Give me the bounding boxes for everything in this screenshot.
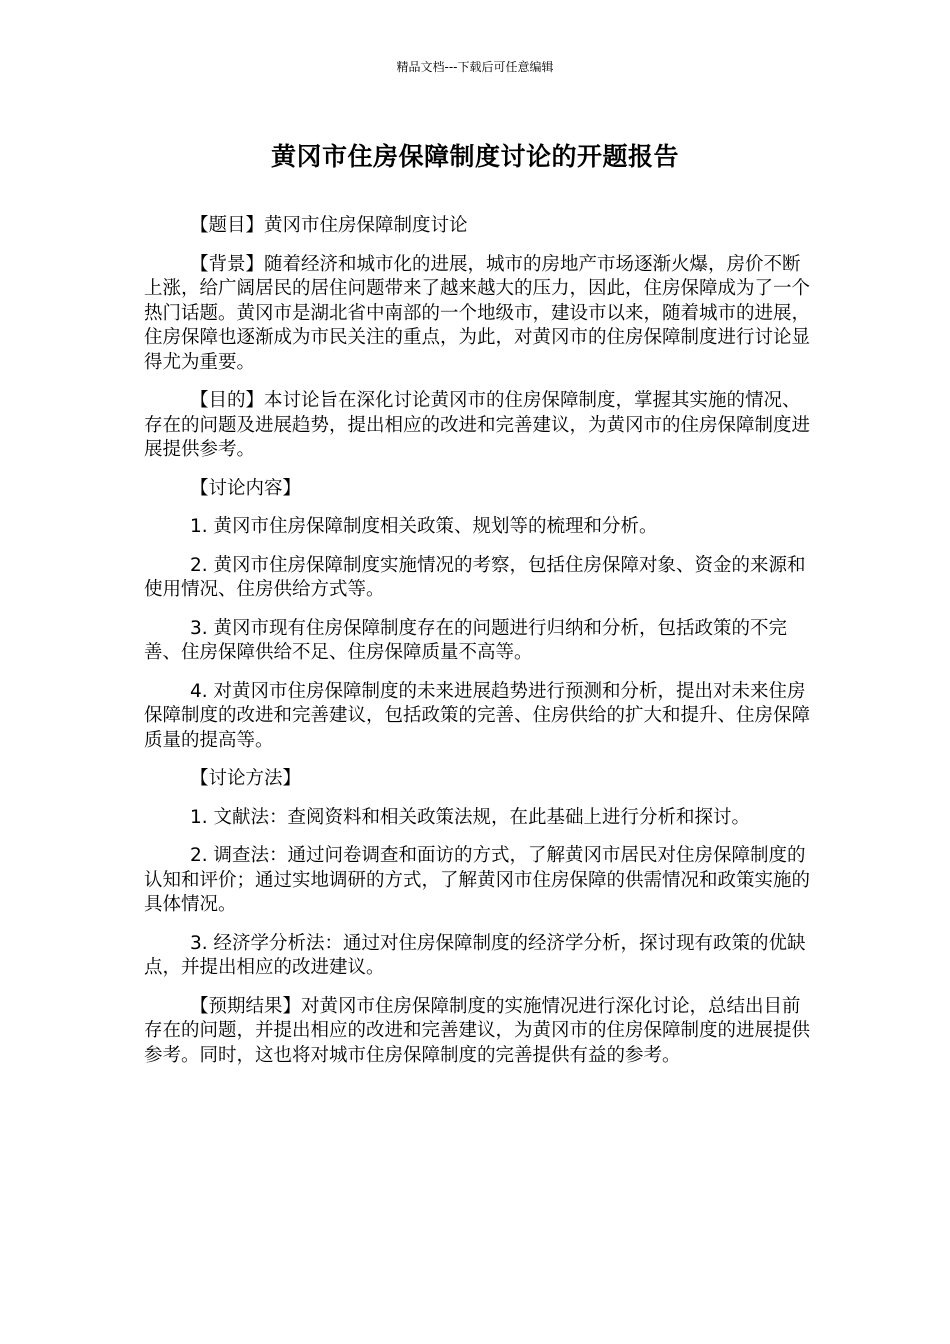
- document-title: 黄冈市住房保障制度讨论的开题报告: [270, 142, 679, 171]
- document-body: [144, 214, 812, 1082]
- paragraph-background: 【背景】随着经济和城市化的进展，城市的房地产市场逐渐火爆，房价不断上涨，给广阔居民的居住问题带来了越来越大的压力，因此，住房保障成为了一个热门话题。黄冈市是湖北省中南部的一个地级市，建设市以来，随着城市的进展，住房保障也逐渐成为市民关注的重点，为此，对黄冈市的住房保障制度进行讨论显得尤为重要。: [144, 253, 811, 373]
- content-item-4: 4. 对黄冈市住房保障制度的未来进展趋势进行预测和分析，提出对未来住房保障制度的改进和完善建议，包括政策的完善、住房供给的扩大和提升、住房保障质量的提高等。: [144, 680, 811, 751]
- method-item-3: 3. 经济学分析法：通过对住房保障制度的经济学分析，探讨现有政策的优缺点，并提出相应的改进建议。: [144, 932, 806, 978]
- section-heading-content: 【讨论内容】: [190, 477, 302, 499]
- content-item-2: 2. 黄冈市住房保障制度实施情况的考察，包括住房保障对象、资金的来源和使用情况、住房供给方式等。: [144, 554, 806, 600]
- method-item-2: 2. 调查法：通过问卷调查和面访的方式，了解黄冈市居民对住房保障制度的认知和评价；通过实地调研的方式，了解黄冈市住房保障的供需情况和政策实施的具体情况。: [144, 845, 811, 915]
- paragraph-topic: 【题目】黄冈市住房保障制度讨论: [190, 215, 468, 236]
- section-heading-methods: 【讨论方法】: [190, 768, 302, 789]
- paragraph-purpose: 【目的】本讨论旨在深化讨论黄冈市的住房保障制度，掌握其实施的情况、存在的问题及进展趋势，提出相应的改进和完善建议，为黄冈市的住房保障制度进展提供参考。: [144, 390, 811, 460]
- content-item-1: 1. 黄冈市住房保障制度相关政策、规划等的梳理和分析。: [190, 516, 658, 537]
- header-note: 精品文档---下载后可任意编辑: [396, 60, 554, 74]
- content-item-3: 3. 黄冈市现有住房保障制度存在的问题进行归纳和分析，包括政策的不完善、住房保障供给不足、住房保障质量不高等。: [144, 617, 788, 663]
- method-item-1: 1. 文献法：查阅资料和相关政策法规，在此基础上进行分析和探讨。: [190, 806, 751, 828]
- paragraph-expected-results: 【预期结果】对黄冈市住房保障制度的实施情况进行深化讨论，总结出目前存在的问题，并提出相应的改进和完善建议，为黄冈市的住房保障制度的进展提供参考。同时，这也将对城市住房保障制度的完善提供有益的参考。: [144, 995, 811, 1066]
